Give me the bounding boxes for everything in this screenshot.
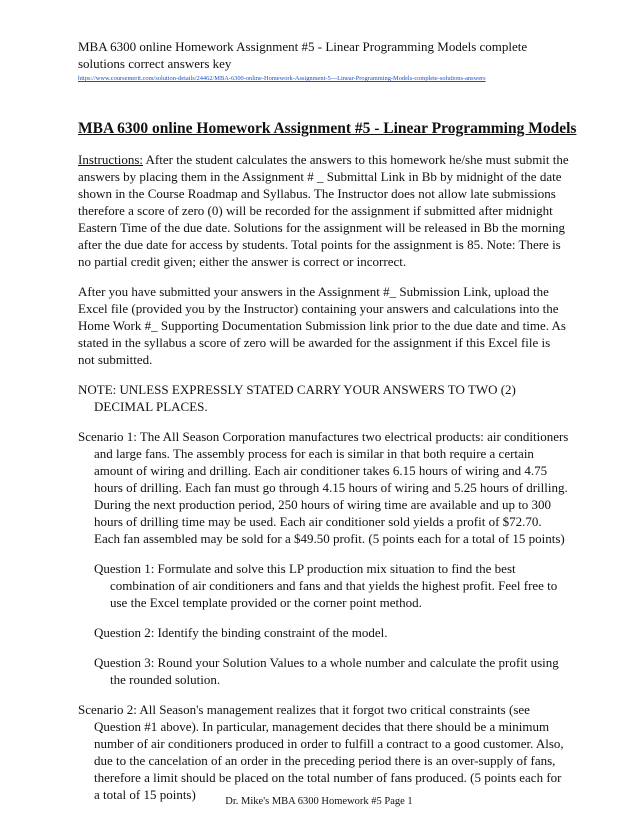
- submission-paragraph: After you have submitted your answers in the Assignment #_ Submission Link, upload the Excel file (provided you by the Instructor) containing your answers and calculations into the Home Work #_ Supporting Documentation Submission link prior to the due date and time. As stated in the syllabus a score of zero will be awarded for the assignment if this Excel file is not submitted.: [78, 284, 566, 367]
- source-link-text[interactable]: https://www.coursemerit.com/solution-details/24462/MBA-6300-online-Homework-Assignment-5---Linear-Programming-Models-complete-solutions-answers: [78, 75, 486, 82]
- instructions-paragraph: [78, 151, 570, 270]
- source-link[interactable]: [78, 74, 570, 84]
- header-line: MBA 6300 online Homework Assignment #5 - Linear Programming Models complete solutions correct answers key: [78, 39, 528, 71]
- page-footer: Dr. Mike's MBA 6300 Homework #5 Page 1: [225, 796, 413, 807]
- instructions-label: Instructions:: [78, 152, 143, 167]
- scenario-1: Scenario 1: The All Season Corporation manufactures two electrical products: air conditioners and large fans. The assembly process for each is similar in that both require a certain amount of wiring and drilling. Each air conditioner takes 6.15 hours of wiring and 4.75 hours of drilling. Each fan must go through 4.15 hours of wiring and 5.25 hours of drilling. During the next production period, 250 hours of wiring time are available and up to 300 hours of drilling time may be used. Each air conditioner sold yields a profit of $72.70. Each fan assembled may be sold for a $49.50 profit. (5 points each for a total of 15 points): [78, 429, 569, 546]
- question-2: Question 2: Identify the binding constraint of the model.: [94, 625, 388, 640]
- question-3: Question 3: Round your Solution Values to a whole number and calculate the profit using the rounded solution.: [94, 655, 559, 687]
- document-title: MBA 6300 online Homework Assignment #5 - Linear Programming Models: [78, 120, 577, 137]
- note-paragraph: NOTE: UNLESS EXPRESSLY STATED CARRY YOUR ANSWERS TO TWO (2) DECIMAL PLACES.: [78, 382, 516, 414]
- scenario-2: Scenario 2: All Season's management realizes that it forgot two critical constraints (see Question #1 above). In particular, management decides that there should be a minimum number of air conditioners produced in order to fulfill a contract to a good customer. Also, due to the cancelation of an order in the preceding period there is an over-supply of fans, therefore a limit should be placed on the total number of fans produced. (5 points each for a total of 15 points): [78, 702, 564, 802]
- question-1: Question 1: Formulate and solve this LP production mix situation to find the best combination of air conditioners and fans and that yields the highest profit. Feel free to use the Excel template provided or the corner point method.: [94, 561, 558, 610]
- instructions-text: After the student calculates the answers to this homework he/she must submit the answers by placing them in the Assignment # _ Submittal Link in Bb by midnight of the date shown in the Course Roadmap and Syllabus. The Instructor does not allow late submissions therefore a score of zero (0) will be recorded for the assignment if submitted after midnight Eastern Time of the due date. Solutions for the assignment will be released in Bb the morning after the due date for access by students. Total points for the assignment is 85. Note: There is no partial credit given; either the answer is correct or incorrect.: [78, 152, 569, 269]
